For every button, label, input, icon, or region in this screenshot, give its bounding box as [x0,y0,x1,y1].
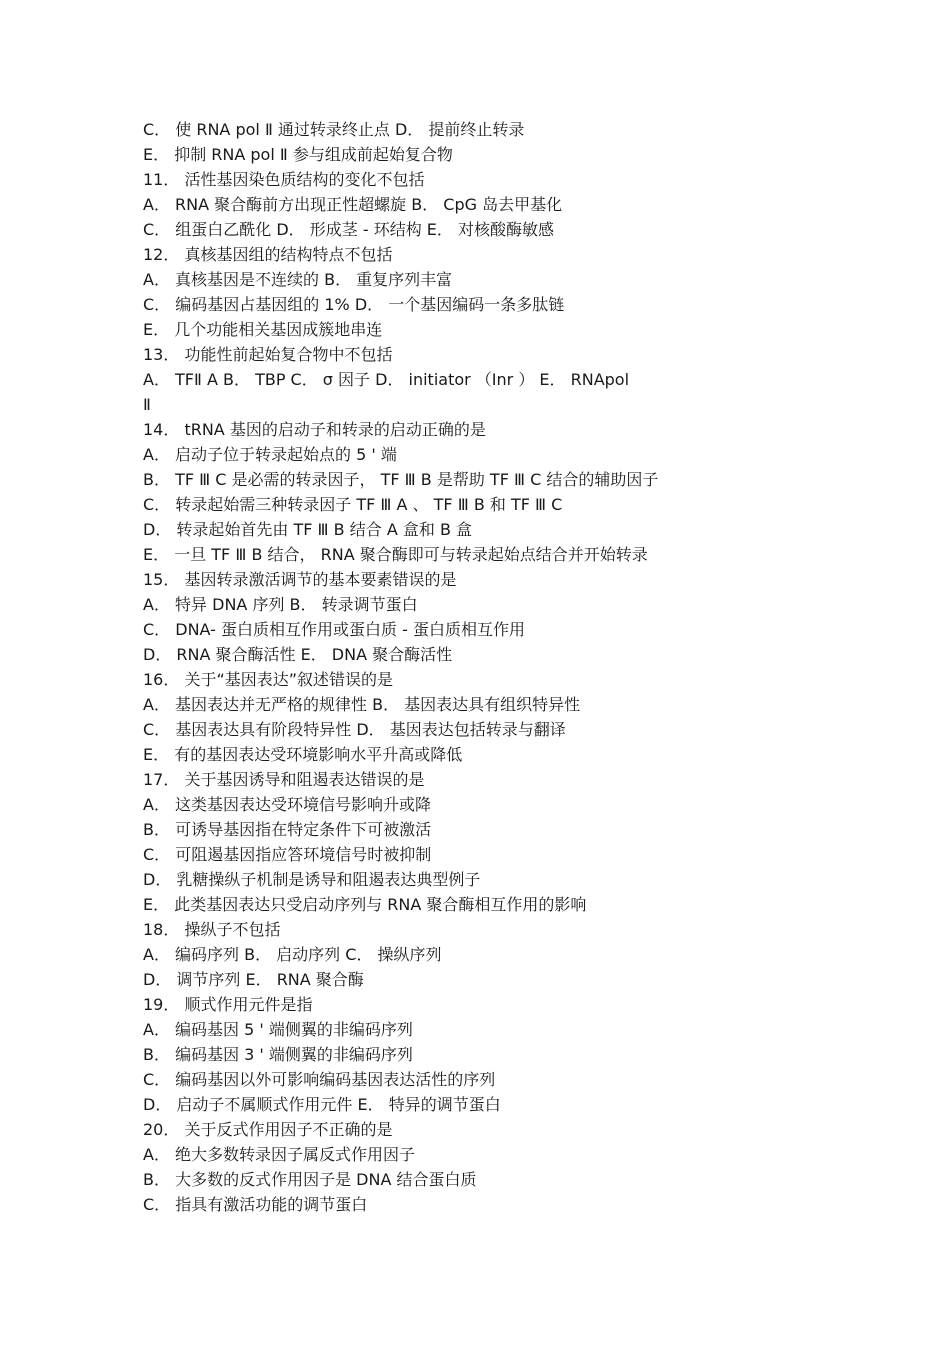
question-stem: 17． 关于基因诱导和阻遏表达错误的是 [143,770,425,789]
text-line: D． 乳糖操纵子机制是诱导和阻遏表达典型例子 [143,870,481,889]
text-line: C． 编码基因以外可影响编码基因表达活性的序列 [143,1070,496,1089]
question-stem: 14． tRNA 基因的启动子和转录的启动正确的是 [143,420,486,439]
text-line: E． 此类基因表达只受启动序列与 RNA 聚合酶相互作用的影响 [143,895,587,914]
text-line: A． 编码序列 B． 启动序列 C． 操纵序列 [143,945,442,964]
text-line: B． 编码基因 3 ' 端侧翼的非编码序列 [143,1045,413,1064]
text-line: E． 抑制 RNA pol Ⅱ 参与组成前起始复合物 [143,145,453,164]
text-line: E． 几个功能相关基因成簇地串连 [143,320,383,339]
question-stem: 18． 操纵子不包括 [143,920,281,939]
text-line: D． 调节序列 E． RNA 聚合酶 [143,970,364,989]
question-stem: 11． 活性基因染色质结构的变化不包括 [143,170,425,189]
text-line: Ⅱ [143,395,151,414]
text-line: C． 基因表达具有阶段特异性 D． 基因表达包括转录与翻译 [143,720,566,739]
question-stem: 19． 顺式作用元件是指 [143,995,313,1014]
question-stem: 16． 关于“基因表达”叙述错误的是 [143,670,394,689]
text-line: D． 转录起始首先由 TF Ⅲ B 结合 A 盒和 B 盒 [143,520,473,539]
text-line: C． 指具有激活功能的调节蛋白 [143,1195,368,1214]
text-line: A． 真核基因是不连续的 B． 重复序列丰富 [143,270,453,289]
question-stem: 12． 真核基因组的结构特点不包括 [143,245,393,264]
text-line: C． 可阻遏基因指应答环境信号时被抑制 [143,845,432,864]
text-line: C． 组蛋白乙酰化 D． 形成茎 - 环结构 E． 对核酸酶敏感 [143,220,554,239]
text-line: D． RNA 聚合酶活性 E． DNA 聚合酶活性 [143,645,453,664]
text-line: A． 编码基因 5 ' 端侧翼的非编码序列 [143,1020,413,1039]
text-line: A． 绝大多数转录因子属反式作用因子 [143,1145,416,1164]
text-line: E． 一旦 TF Ⅲ B 结合， RNA 聚合酶即可与转录起始点结合并开始转录 [143,545,648,564]
question-stem: 15． 基因转录激活调节的基本要素错误的是 [143,570,457,589]
text-line: C． 使 RNA pol Ⅱ 通过转录终止点 D． 提前终止转录 [143,120,525,139]
text-line: A． 基因表达并无严格的规律性 B． 基因表达具有组织特异性 [143,695,581,714]
text-line: A． TFⅡ A B． TBP C． σ 因子 D． initiator （Inr ） E． RNApol [143,370,630,389]
text-line: E． 有的基因表达受环境影响水平升高或降低 [143,745,463,764]
document-body [143,117,823,1217]
text-line: A． 特异 DNA 序列 B． 转录调节蛋白 [143,595,418,614]
question-stem: 13． 功能性前起始复合物中不包括 [143,345,393,364]
text-line: B． 可诱导基因指在特定条件下可被激活 [143,820,432,839]
text-line: A． RNA 聚合酶前方出现正性超螺旋 B． CpG 岛去甲基化 [143,195,563,214]
text-line: A． 这类基因表达受环境信号影响升或降 [143,795,432,814]
text-line: C． 转录起始需三种转录因子 TF Ⅲ A 、 TF Ⅲ B 和 TF Ⅲ C [143,495,563,514]
text-line: A． 启动子位于转录起始点的 5 ' 端 [143,445,397,464]
text-line: D． 启动子不属顺式作用元件 E． 特异的调节蛋白 [143,1095,501,1114]
text-line: C． 编码基因占基因组的 1% D． 一个基因编码一条多肽链 [143,295,565,314]
question-stem: 20． 关于反式作用因子不正确的是 [143,1120,393,1139]
text-line: C． DNA- 蛋白质相互作用或蛋白质 - 蛋白质相互作用 [143,620,525,639]
text-line: B． 大多数的反式作用因子是 DNA 结合蛋白质 [143,1170,477,1189]
text-line: B． TF Ⅲ C 是必需的转录因子， TF Ⅲ B 是帮助 TF Ⅲ C 结合的辅助因子 [143,470,659,489]
